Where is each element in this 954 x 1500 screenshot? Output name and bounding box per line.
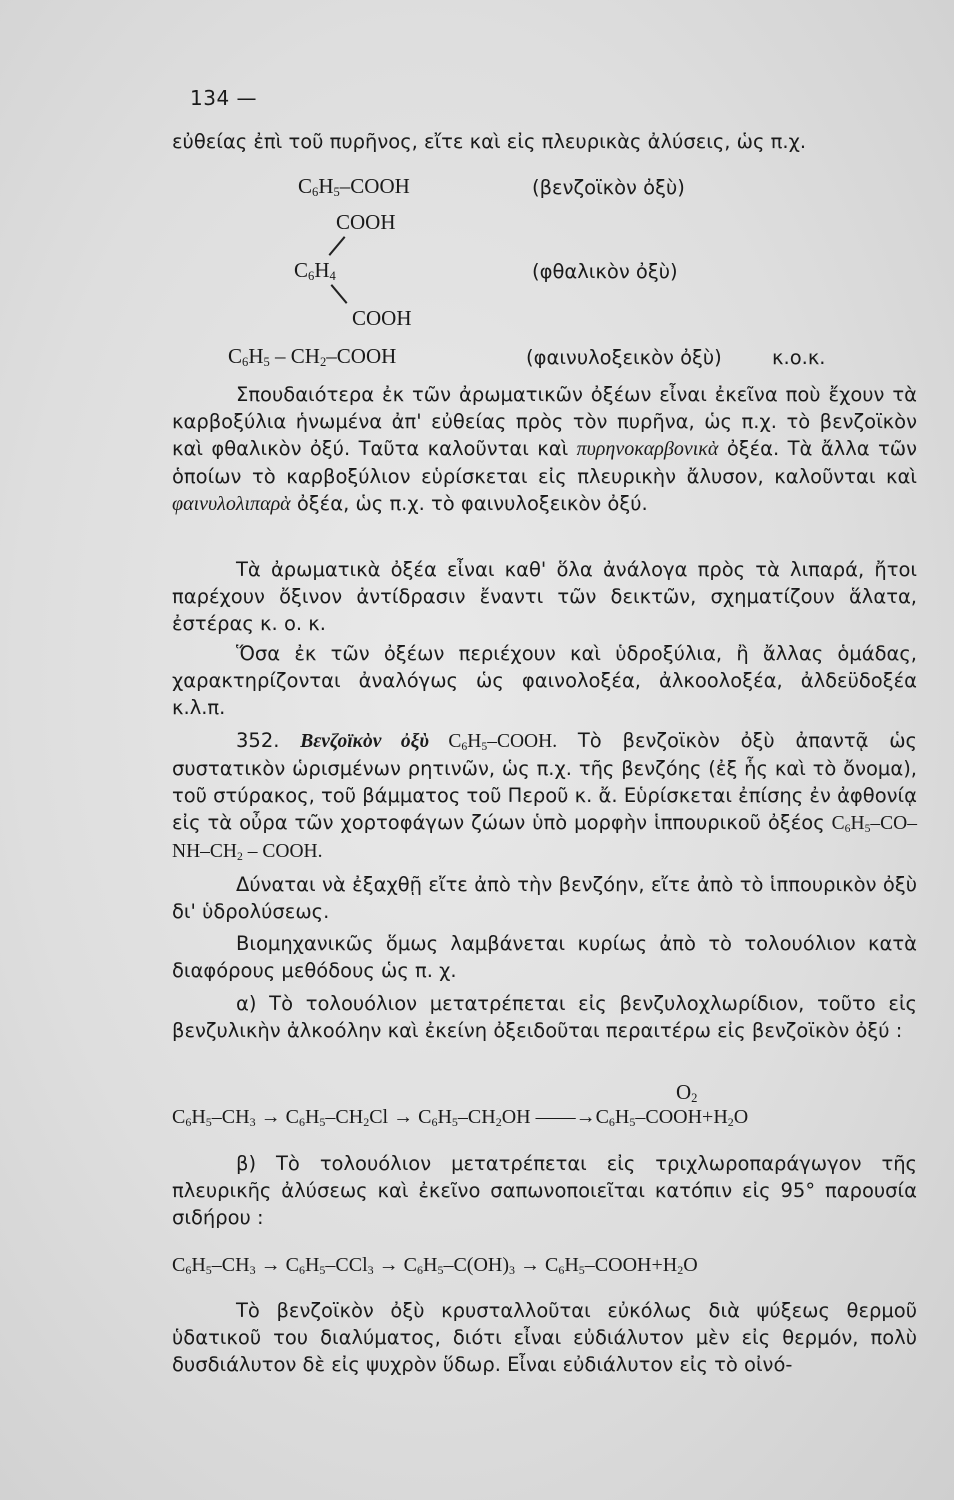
formula-text: O (733, 1106, 749, 1128)
reaction1-oxidant: $O_2$ (676, 1080, 698, 1106)
formula-subscript: 5 (205, 1263, 212, 1277)
section-title: Βενζοϊκὸν ὀξὺ (300, 731, 429, 752)
phthalic-acid-label: (φθαλικὸν ὀξὺ) (532, 260, 678, 283)
formula-subscript: 5 (629, 1115, 636, 1129)
formula-subscript: 3 (508, 1263, 515, 1277)
formula-text: → C (255, 1254, 299, 1276)
formula-subscript: 6 (558, 1263, 565, 1277)
paragraph-crystallization: Τὸ βενζοϊκὸν ὀξὺ κρυσταλλοῦται εὐκόλως διὰ ψύξεως θερμοῦ ὑδατικοῦ του διαλύματος, διότι εἶναι εὐδιάλυτον μὲν εἰς θερμόν, πολὺ δυσδιάλυτον δὲ εἰς ψυχρὸν ὕδωρ. Εἶναι εὐδιάλυτον εἰς τὸ οἰνό- (172, 1299, 917, 1376)
phenylacetic-acid-label: (φαινυλοξεικὸν ὀξὺ) (526, 346, 722, 369)
reaction2-equation (172, 1254, 698, 1277)
intro-line: εὐθείας ἐπὶ τοῦ πυρῆνος, εἴτε καὶ εἰς πλευρικὰς ἀλύσεις, ὡς π.χ. (172, 130, 807, 153)
section-352-benzoic-acid: 352. Βενζοϊκὸν ὀξὺ $C_6H_5$–COOH. Τὸ βενζοϊκὸν ὀξὺ ἀπαντᾷ ὡς συστατικὸν ὡρισμένων ρητινῶν, ὡς π.χ. τῆς βενζόης (ἐξ ἧς καὶ τὸ ὄνομα), τοῦ στύρακος, τοῦ βάμματος τοῦ Περοῦ κ. ἄ. Εὑρίσκεται ἐπίσης ἐν ἀφθονίᾳ εἰς τὰ οὖρα τῶν χορτοφάγων ζώων ὑπὸ μορφὴν ἱππουρικοῦ ὀξέος $C_6H_5-CO-NH-CH_2$ – COOH. (172, 729, 918, 863)
formula-subscript: 3 (367, 1263, 374, 1277)
benzoic-acid-formula: $C_6H_5$–COOH (298, 174, 410, 200)
formula-subscript: 6 (298, 1263, 305, 1277)
section-number: 352. (236, 729, 280, 752)
formula-text: –CH (211, 1254, 250, 1276)
formula-text: H (191, 1254, 206, 1276)
formula-subscript: 6 (608, 1115, 615, 1129)
formula-text: C (172, 1254, 186, 1276)
formula-text: –COOH+H (635, 1106, 728, 1128)
formula-text: H (191, 1106, 206, 1128)
formula-text: –CH (325, 1106, 364, 1128)
formula-text: –COOH+H (584, 1254, 678, 1276)
formula-subscript: 6 (298, 1115, 305, 1129)
hippuric-acid-formula: C (831, 813, 845, 834)
formula-subscript: 2 (727, 1115, 734, 1129)
formula-text: → C (373, 1254, 417, 1276)
paragraph-analogy: Τὰ ἀρωματικὰ ὀξέα εἶναι καθ' ὅλα ἀνάλογα πρὸς τὰ λιπαρά, ἤτοι παρέχουν ὄξινον ἀντίδρασιν ἔναντι τῶν δεικτῶν, σχηματίζουν ἅλατα, ἐστέρας κ. ο. κ. (172, 558, 917, 635)
formula-subscript: 2 (495, 1115, 502, 1129)
formula-text: H (304, 1254, 320, 1276)
formula-text: H (304, 1106, 320, 1128)
formula-text: –CH (211, 1106, 250, 1128)
formula-subscript: 2 (677, 1263, 684, 1277)
formula-subscript: 6 (185, 1115, 192, 1129)
page-number: 134 — (190, 86, 258, 110)
paragraph-method-b: β) Τὸ τολουόλιον μετατρέπεται εἰς τριχλωροπαράγωγον τῆς πλευρικῆς ἀλύσεως καὶ ἐκεῖνο σαπωνοποιεῖται κατόπιν εἰς 95° παρουσία σιδήρου : (172, 1152, 917, 1229)
formula-text: C (172, 1106, 186, 1128)
paragraph-industrial: Βιομηχανικῶς ὅμως λαμβάνεται κυρίως ἀπὸ τὸ τολουόλιον κατὰ διαφόρους μεθόδους ὡς π. χ. (172, 932, 917, 982)
formula-text: → C (514, 1254, 559, 1276)
formula-subscript: 2 (363, 1115, 370, 1129)
benzoic-acid-label: (βενζοϊκὸν ὀξὺ) (532, 176, 685, 199)
formula-subscript: 5 (205, 1115, 212, 1129)
formula-subscript: 5 (578, 1263, 585, 1277)
paragraph-aromatic-acids: Σπουδαιότερα ἐκ τῶν ἀρωματικῶν ὀξέων εἶναι ἐκεῖνα ποὺ ἔχουν τὰ καρβοξύλια ἡνωμένα ἀπ' εὐθείας πρὸς τὸν πυρῆνα, ὡς π.χ. τὸ βενζοϊκὸν καὶ φθαλικὸν ὀξύ. Ταῦτα καλοῦνται καὶ πυρηνοκαρβονικὰ ὀξέα. Τὰ ἄλλα τῶν ὁποίων τὸ καρβοξύλιον εὑρίσκεται εἰς πλευρικὴν ἄλυσον, καλοῦνται καὶ φαινυλολιπαρὰ ὀξέα, ὡς π.χ. τὸ φαινυλοξεικὸν ὀξύ. (172, 383, 917, 515)
formula-subscript: 5 (451, 1115, 458, 1129)
phthalic-core: $C_6H_4$ (294, 258, 336, 284)
formula-text: –CCl (325, 1254, 368, 1276)
paragraph-hydroxy-acids: Ὅσα ἐκ τῶν ὀξέων περιέχουν καὶ ὑδροξύλια, ἢ ἄλλας ὁμάδας, χαρακτηρίζονται ἀναλόγως ὡς φαινολοξέα, ἀλκοολοξέα, ἀλδεϋδοξέα κ.λ.π. (172, 642, 917, 719)
formula-text: Cl → C (369, 1106, 432, 1128)
formula-text: → C (255, 1106, 299, 1128)
formula-text: H (614, 1106, 630, 1128)
formula-subscript: 6 (185, 1263, 192, 1277)
etc-label: κ.ο.κ. (772, 346, 826, 369)
term-nuclear-carboxylic: πυρηνοκαρβονικὰ (576, 438, 719, 460)
bond-lower (331, 284, 348, 304)
phthalic-top-group: COOH (336, 210, 396, 234)
phenylacetic-acid-formula: $C_6H_5$ – $CH_2$–COOH (228, 344, 397, 370)
formula-subscript: 5 (319, 1263, 326, 1277)
paragraph-extraction: Δύναται νὰ ἐξαχθῇ εἴτε ἀπὸ τὴν βενζόην, εἴτε ἀπὸ τὸ ἱππουρικὸν ὀξὺ δι' ὑδρολύσεως. (172, 873, 917, 923)
phthalic-bottom-group: COOH (352, 306, 412, 330)
formula-text: –C(OH) (443, 1254, 509, 1276)
formula-text: –CH (457, 1106, 496, 1128)
bond-upper (329, 236, 346, 256)
formula-text: OH ——→C (501, 1106, 609, 1128)
formula-text: H (437, 1106, 452, 1128)
formula-text: H (422, 1254, 438, 1276)
term-phenyl-fatty: φαινυλολιπαρὰ (172, 493, 291, 515)
formula-subscript: 6 (431, 1115, 438, 1129)
formula-subscript: 5 (437, 1263, 444, 1277)
formula-subscript: 6 (416, 1263, 423, 1277)
reaction1-equation (172, 1106, 748, 1129)
formula-subscript: 5 (319, 1115, 326, 1129)
formula-text: H (564, 1254, 579, 1276)
formula-subscript: 3 (249, 1263, 256, 1277)
formula-text: O (683, 1254, 698, 1276)
paragraph-method-a: α) Τὸ τολουόλιον μετατρέπεται εἰς βενζυλοχλωρίδιον, τοῦτο εἰς βενζυλικὴν ἀλκοόλην καὶ ἐκείνη ὀξειδοῦται περαιτέρω εἰς βενζοϊκὸν ὀξύ : (172, 992, 917, 1042)
formula-subscript: 3 (249, 1115, 256, 1129)
